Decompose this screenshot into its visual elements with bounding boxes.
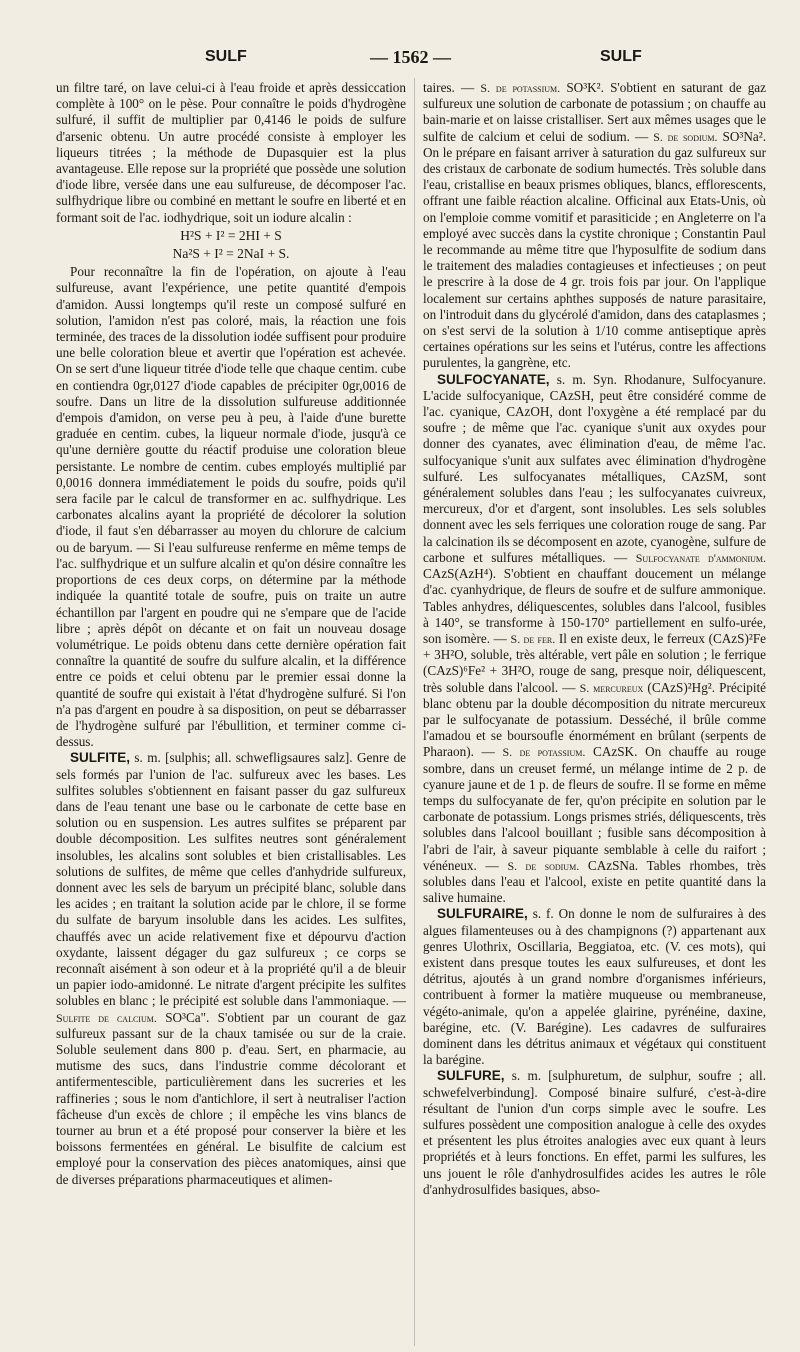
entry-sulfite <box>56 750 406 1187</box>
page-number: — 1562 — <box>370 47 451 67</box>
subhead-sulfite-calcium: Sulfite de calcium. <box>56 1010 157 1025</box>
formula-nai: Na²S + I² = 2NaI + S. <box>172 246 290 262</box>
paragraph-sulfite-continued <box>423 80 766 372</box>
subhead-sulfocyanate-sodium: S. de sodium. <box>507 858 580 873</box>
headword-sulfite: SULFITE, <box>70 750 130 766</box>
text-fragment: (CAzS)²Hg². Précipité blanc obtenu par la double décomposition du nitrate mercureux par le sulfocyanate de potassium. Desséché, il brûle comme l'amadou et se boursoufle énormément en brûlant (serpents de Pharaon). — <box>423 679 767 760</box>
text-fragment: taires. — <box>423 80 475 95</box>
text-fragment: CAzS(AzH⁴). S'obtient en chauffant doucement un mélange d'ac. cyanhydrique, de fleurs de soufre et de sulfure ammonique. Tables anhydres, déliquescentes, solubles dans l'alcool, fusibles à 140°, se transforme à 150-170° partiellement en sulfo-urée, son isomère. — <box>423 566 766 646</box>
formula-hi: H²S + I² = 2HI + S <box>180 227 282 243</box>
text-fragment: Il en existe deux, le ferreux (CAzS)²Fe + 3H²O, soluble, très altérable, vert pâle en solution ; le ferrique (CAzS)⁶Fe² + 3H²O, rouge de sang, presque noir, déliquescent, très soluble dans l'alcool. — <box>423 630 767 695</box>
subhead-sulfocyanate-potassium: S. de potassium. <box>502 745 586 760</box>
sulfure-definition: s. m. [sulphuretum, de sulphur, soufre ; all. schwefelverbindung]. Composé binaire sulfuré, c'est-à-dire résultant de l'union d'un corps simple avec le soufre. Les sulfures possèdent une composition analogue à celle des oxydes et présentent les plus étroites analogies avec eux quant à leurs propriétés et à leurs fonctions. En effet, parmi les sulfures, les uns jouent le rôle d'anhydrosulfides acides les autres le rôle d'anhydrosulfides basiques, abso- <box>423 1068 767 1197</box>
header-left-word: SULF <box>205 48 247 65</box>
subhead-sulfite-potassium: S. de potassium. <box>480 81 561 95</box>
left-column <box>56 80 406 1188</box>
sulfocyanate-definition: L'acide sulfocyanique, CAzSH, peut être considéré comme de l'ac. cyanique, CAzOH, dont l'oxygène a été remplacé par du soufre ; de même que l'ac. cyanique s'unit aux oxydes pour donner des cyanates, avec élimination d'eau, de même l'ac. sulfocyanique s'unit aux sulfates avec élimination d'hydrogène sulfuré. Les sulfocyanates métalliques, CAzSM, sont généralement solubles dans l'eau ; les sulfocyanates cuivreux, mercureux, d'or et d'argent, sont insolubles. Les sels solubles donnent avec les sels ferriques une coloration rouge de sang. Par la calcination ils se décomposent en azote, cyanogène, sulfure de carbone et sulfures métalliques. — <box>423 387 766 565</box>
sulfuraire-definition: s. f. On donne le nom de sulfuraires à des algues filamenteuses ou à des champignons (?) appartenant aux genres Ulothrix, Oscillaria, Beggiatoa, etc. (V. ces mots), qui existent dans presque toutes les eaux sulfureuses, et dont les détritus, ajoutés à un grand nombre d'organismes inférieurs, contribuent à former la matière muqueuse ou membraneuse, végéto-animale, qu'on a appelée glairine, pyrénéine, daxine, barégine, etc. (V. Barégine). Les cadavres de sulfuraires dominent dans les détritus animaux et végétaux qui constituent la barégine. <box>423 906 767 1068</box>
headword-sulfuraire: SULFURAIRE, <box>437 906 528 922</box>
text-fragment: SO³Na². On le prépare en faisant arriver à saturation du gaz sulfureux sur des cristaux de carbonate de sodium humectés. Très soluble dans l'eau, cristallise en beaux prismes obliques, blancs, efflorescents, offrant une faible réaction alcaline. Officinal aux Etats-Unis, où on l'emploie comme vomitif et parasiticide ; en Angleterre on l'a employé avec succès dans la cystite chronique ; Constantin Paul le recommande au même titre que l'hyposulfite de sodium dans le traitement des maladies contagieuses et infectieuses ; on peut le prescrire à la dose de 4 gr. trois fois par jour. On l'applique localement sur certains aphthes supposés de nature parasitaire, on l'introduit dans du glycérolé d'amidon, dans des cataplasmes ; on s'est servi de la solution à 1/10 comme antiseptique après certaines opérations sur les seins et l'utérus, contre les affections purulentes, la gangrène, etc. <box>423 128 766 371</box>
text-fragment: CAzSNa. Tables rhombes, très solubles dans l'eau et l'alcool, existe en petite quantité dans la salive humaine. <box>423 857 766 906</box>
text-fragment: CAzSK. On chauffe au rouge sombre, dans un creuset fermé, un mélange intime de 2 p. de cyanure jaune et de 1 p. de fleurs de soufre. Il se forme en même temps du sulfocyanate de fer, qu'on précipite en solution par le carbonate de potassium. Longs prismes striés, déliquescents, très solubles dans l'alcool bouillant ; fusible sans décomposition à l'abri de l'air, à saveur piquante semblable à celle du raifort ; vénéneux. — <box>423 744 767 873</box>
subhead-sulfite-sodium: S. de sodium. <box>653 129 718 144</box>
sulfite-calcium-text: SO³Ca". S'obtient par un courant de gaz sulfureux passant sur de la chaux tamisée ou sur de la craie. Soluble seulement dans 800 p. d'eau. Sert, en pharmacie, au mutisme des sucs, dans l'industrie comme décolorant et antifermentescible, particulièrement dans les sucreries et les raffineries ; sous le nom d'antichlore, il sert à neutraliser l'action fâcheuse d'un excès de chlore ; il empêche les vins blancs de tourner au brun et a été proposé pour conserver la bière et les boissons fermentées en général. Le bisulfite de calcium est employé pour la conservation des pièces anatomiques, ainsi que de diverses préparations pharmaceutiques et alimen- <box>56 1009 407 1187</box>
column-divider <box>414 78 415 1346</box>
headword-sulfocyanate: SULFOCYANATE, <box>437 371 550 387</box>
sulfocyanate-synonyms: s. m. Syn. Rhodanure, Sulfocyanure. <box>556 371 766 387</box>
sulfite-etymology: s. m. [sulphis; all. schwefligsaures salz]. <box>134 750 353 766</box>
right-column <box>423 80 766 1198</box>
paragraph-dupasquier: un filtre taré, on lave celui-ci à l'eau froide et après dessiccation complète à 100° on le pèse. Pour connaître le poids d'hydrogène sulfuré, il suffit de multiplier par 0,4146 le poids de sulfure d'arsenic obtenu. Un autre procédé consiste à employer les liqueurs titrées ; la méthode de Dupasquier est la plus avantageuse. Elle repose sur la propriété que possède une solution d'iode libre, versée dans une eau sulfureuse, de décomposer l'ac. sulfhydrique libre ou combiné en mettant le soufre en liberté et en formant soit de l'ac. iodhydrique, soit un iodure alcalin : <box>56 80 406 225</box>
text-fragment: SO³K². S'obtient en saturant de gaz sulfureux une solution de carbonate de potassium ; on chauffe au bain-marie et on laisse cristalliser. Sert aux mêmes usages que le sulfite de calcium et celui de sodium. — <box>423 80 767 144</box>
headword-sulfure: SULFURE, <box>437 1068 505 1084</box>
subhead-sulfocyanate-ammonium: Sulfocyanate d'ammonium. <box>635 550 767 565</box>
entry-sulfocyanate <box>423 372 766 907</box>
sulfite-definition: Genre de sels formés par l'union de l'ac. sulfureux avec les bases. Les sulfites solubles s'obtiennent en faisant passer du gaz sulfureux dans de l'eau tenant une base ou le carbonate de cette base en solution ou en suspension. Les autres sulfites se préparent par double décomposition. Les sulfites neutres sont généralement insolubles, les alcalins sont solubles et bien cristallisables. Les solutions de sulfites, de même que celles d'anhydride sulfureux, donnent avec les sels de baryum un précipité blanc, soluble dans les acides ; en traitant la solution acide par le chlore, il se forme du sulfate de baryum insoluble dans les acides. Les sulfites, chauffés avec un acide relativement fixe et dépourvu d'action oxydante, laissent dégager du gaz sulfureux ; ce corps se reconnaît aisément à son odeur et à la propriété qu'il a de bleuir un papier iodo-amidonné. Le nitrate d'argent précipite les sulfites solubles en blanc ; le précipité est soluble dans l'ammoniaque. — <box>56 750 407 1009</box>
entry-sulfuraire <box>423 906 766 1068</box>
running-header <box>0 48 800 74</box>
subhead-sulfocyanate-mercureux: S. mercureux <box>579 680 644 695</box>
entry-sulfure <box>423 1068 766 1198</box>
subhead-sulfocyanate-fer: S. de fer. <box>510 631 556 646</box>
header-right-word: SULF <box>600 48 642 65</box>
paragraph-titration: Pour reconnaître la fin de l'opération, on ajoute à l'eau sulfureuse, avant l'expérience, une petite quantité d'empois d'amidon. Aussi longtemps qu'il reste un composé sulfuré en solution, l'amidon n'est pas coloré, mais, la réaction une fois terminée, des traces de la dissolution iodée suffisent pour produire une belle coloration bleue et avertir que l'opération est achevée. On se sert d'une liqueur titrée d'iode telle que chaque centim. cube en contiendra 0gr,0127 d'iode capables de précipiter 0gr,0016 de soufre. Dans un litre de la dissolution sulfureuse additionnée d'empois d'amidon, on verse peu à peu, à l'aide d'une burette graduée en centim. cubes, la liqueur normale d'iode, jusqu'à ce qu'une dernière goutte du réactif produise une coloration bleue persistante. Le nombre de centim. cubes employés multiplié par 0,0016 donnera immédiatement le poids du soufre, poids qu'il sera facile par le calcul de transformer en ac. sulfhydrique. Les carbonates alcalins ayant la propriété de décolorer la solution d'iode, il faut s'en débarrasser au moyen du chlorure de calcium ou de baryum. — Si l'eau sulfureuse renferme en même temps de l'ac. sulfhydrique et un sulfure alcalin et qu'on désire connaître les proportions de ces deux corps, on détermine par la méthode indiquée la quantité totale de soufre, puis on traite un autre échantillon par l'argent en poudre qui ne s'empare que de l'acide libre ; après dépôt on décante et on fait un nouveau dosage volumétrique. Le poids obtenu dans cette dernière opération fait connaître la quantité de soufre du sulfure alcalin, et la différence entre ce poids et celui obtenu par le premier essai donne la quantité de soufre qui existait à l'état d'hydrogène sulfuré. Si l'on n'a pas d'argent en poudre à sa disposition, on peut se débarrasser de l'hydrogène sulfuré par l'ébullition, et terminer comme ci-dessus. <box>56 264 406 750</box>
